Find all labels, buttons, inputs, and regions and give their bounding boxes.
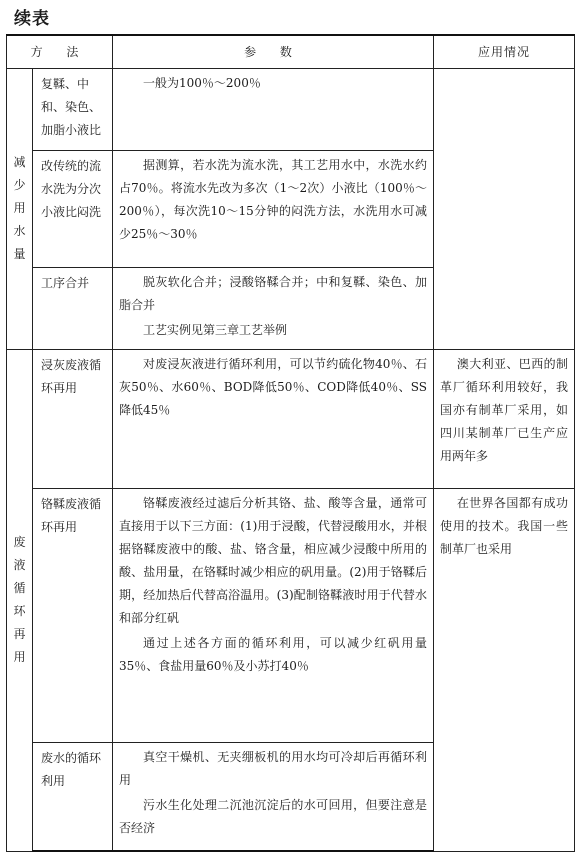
params-cell bbox=[113, 349, 434, 488]
method-cell: 废水的循环利用 bbox=[33, 742, 113, 851]
params-text: 铬鞣废液经过滤后分析其铬、盐、酸等含量，通常可直接用于以下三方面：(1)用于浸酸，代替浸酸用水，并根据铬鞣废液中的酸、盐、铬含量，相应减少浸酸中所用的酸、盐用量，在铬鞣时减少相应的矾用量。(2)用于铬鞣后期，经加热后代替高浴温用。(3)配制铬鞣液时用于代替水和部分红矾 bbox=[119, 495, 428, 625]
table-row bbox=[7, 69, 575, 151]
params-text: 污水生化处理二沉池沉淀后的水可回用，但要注意是否经济 bbox=[119, 797, 428, 835]
params-text: 据测算，若水洗为流水洗，其工艺用水中，水洗水约占70％。将流水先改为多次（1～2次）小液比（100％～200％），每次洗10～15分钟的闷洗方法，水洗用水可减少25％～30％ bbox=[119, 157, 428, 241]
method-cell: 铬鞣废液循环再用 bbox=[33, 488, 113, 742]
category-reduce-water: 减少用水量 bbox=[7, 69, 33, 350]
params-cell bbox=[113, 742, 434, 851]
params-text: 工艺实例见第三章工艺举例 bbox=[143, 323, 288, 338]
header-method: 方 法 bbox=[7, 35, 113, 69]
method-cell: 浸灰废液循环再用 bbox=[33, 349, 113, 488]
params-text: 真空干燥机、无夹绷板机的用水均可冷却后再循环利用 bbox=[119, 749, 428, 787]
table-row bbox=[7, 488, 575, 742]
category-recycle: 废液循环再用 bbox=[7, 349, 33, 851]
method-cell: 改传统的流水洗为分次小液比闷洗 bbox=[33, 150, 113, 268]
params-cell bbox=[113, 488, 434, 742]
params-text: 对废浸灰液进行循环利用，可以节约硫化物40％、石灰50％、水60％、BOD降低50％、COD降低40％、SS降低45％ bbox=[119, 356, 428, 417]
application-cell: 在世界各国都有成功使用的技术。我国一些制革厂也采用 bbox=[434, 488, 575, 851]
header-params: 参 数 bbox=[113, 35, 434, 69]
params-text: 通过上述各方面的循环利用，可以减少红矾用量35％、食盐用量60％及小苏打40％ bbox=[119, 635, 428, 673]
header-application: 应用情况 bbox=[434, 35, 575, 69]
params-cell bbox=[113, 268, 434, 350]
application-cell bbox=[434, 69, 575, 350]
page-title: 续表 bbox=[14, 9, 50, 29]
methods-table bbox=[6, 34, 575, 852]
table-row bbox=[7, 349, 575, 488]
method-cell: 复鞣、中和、染色、加脂小液比 bbox=[33, 69, 113, 151]
params-text: 一般为100％～200％ bbox=[143, 76, 261, 90]
params-text: 脱灰软化合并；浸酸铬鞣合并；中和复鞣、染色、加脂合并 bbox=[119, 275, 428, 313]
params-cell bbox=[113, 150, 434, 268]
params-cell bbox=[113, 69, 434, 151]
table-header-row bbox=[7, 35, 575, 69]
method-cell: 工序合并 bbox=[33, 268, 113, 350]
application-cell: 澳大利亚、巴西的制革厂循环利用较好，我国亦有制革厂采用，如四川某制革厂已生产应用两年多 bbox=[434, 349, 575, 488]
